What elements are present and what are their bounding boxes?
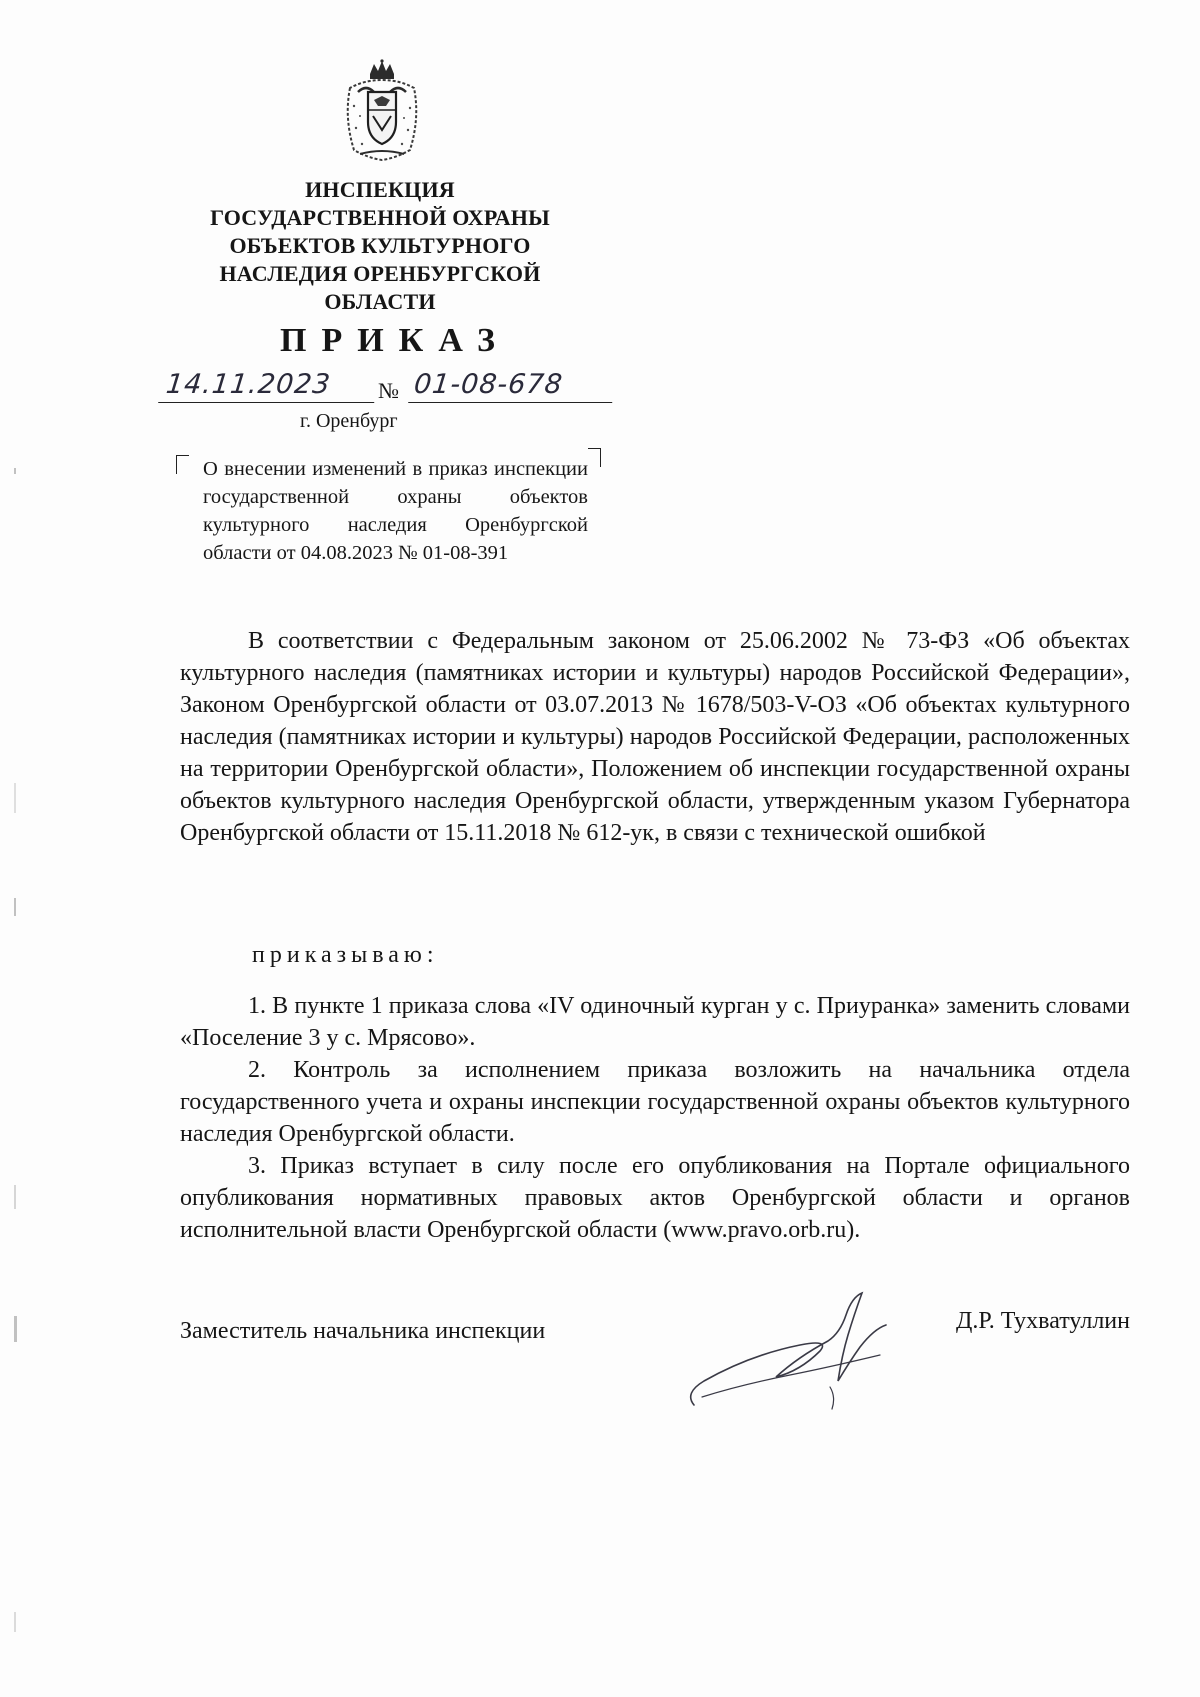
emblem-icon bbox=[340, 58, 424, 162]
org-line: ГОСУДАРСТВЕННОЙ ОХРАНЫ bbox=[210, 205, 550, 230]
number-sign: № bbox=[378, 378, 399, 403]
order-point: 2. Контроль за исполнением приказа возложить на начальника отдела государственного учета и охраны инспекции государственной охраны объектов культурного наследия Оренбургской области. bbox=[180, 1057, 1130, 1147]
signer-position: Заместитель начальника инспекции bbox=[180, 1318, 546, 1344]
order-point: 3. Приказ вступает в силу после его опубликования на Портале официального опубликования нормативных правовых актов Оренбургской области и органов исполнительной власти Оренбургской области (www.pravo.orb.ru). bbox=[180, 1153, 1130, 1243]
decree-word: приказываю: bbox=[252, 942, 439, 968]
signer-name: Д.Р. Тухватуллин bbox=[956, 1308, 1130, 1334]
signature-block bbox=[180, 1308, 1130, 1358]
order-date: 14.11.2023 bbox=[158, 368, 378, 403]
order-points bbox=[180, 990, 1130, 1246]
org-line: ОБЪЕКТОВ КУЛЬТУРНОГО bbox=[229, 233, 531, 258]
order-point: 1. В пункте 1 приказа слова «IV одиночный курган у с. Приуранка» заменить словами «Поселение 3 у с. Мрясово». bbox=[180, 993, 1130, 1051]
document-type-title: ПРИКАЗ bbox=[280, 322, 510, 359]
scan-artifact bbox=[14, 1185, 16, 1209]
order-date-number bbox=[160, 368, 640, 408]
scan-artifact bbox=[14, 783, 16, 813]
city: г. Оренбург bbox=[300, 410, 398, 432]
scan-artifact bbox=[14, 1612, 16, 1632]
signature-icon bbox=[680, 1285, 910, 1415]
order-number: 01-08-678 bbox=[408, 368, 616, 403]
org-line: ИНСПЕКЦИЯ bbox=[305, 177, 455, 202]
scan-artifact bbox=[14, 1316, 17, 1342]
order-subject: О внесении изменений в приказ инспекции государственной охраны объектов культурного наследия Оренбургской области от 04.08.2023 № 01-08-391 bbox=[203, 458, 588, 564]
organization-name bbox=[180, 176, 580, 316]
org-line: НАСЛЕДИЯ ОРЕНБУРГСКОЙ bbox=[219, 261, 541, 286]
scan-artifact bbox=[14, 898, 16, 916]
scan-artifact bbox=[14, 468, 16, 474]
subject-bracket-right bbox=[588, 448, 601, 467]
subject-bracket-left bbox=[176, 455, 189, 474]
preamble-paragraph: В соответствии с Федеральным законом от 25.06.2002 № 73-ФЗ «Об объектах культурного наследия (памятниках истории и культуры) народов Российской Федерации», Законом Оренбургской области от 03.07.2013 № 1678/503-V-ОЗ «Об объектах культурного наследия (памятниках истории и культуры) народов Российской Федерации, расположенных на территории Оренбургской области», Положением об инспекции государственной охраны объектов культурного наследия Оренбургской области, утвержденным указом Губернатора Оренбургской области от 15.11.2018 № 612-ук, в связи с технической ошибкой bbox=[180, 628, 1130, 846]
org-line: ОБЛАСТИ bbox=[324, 289, 436, 314]
